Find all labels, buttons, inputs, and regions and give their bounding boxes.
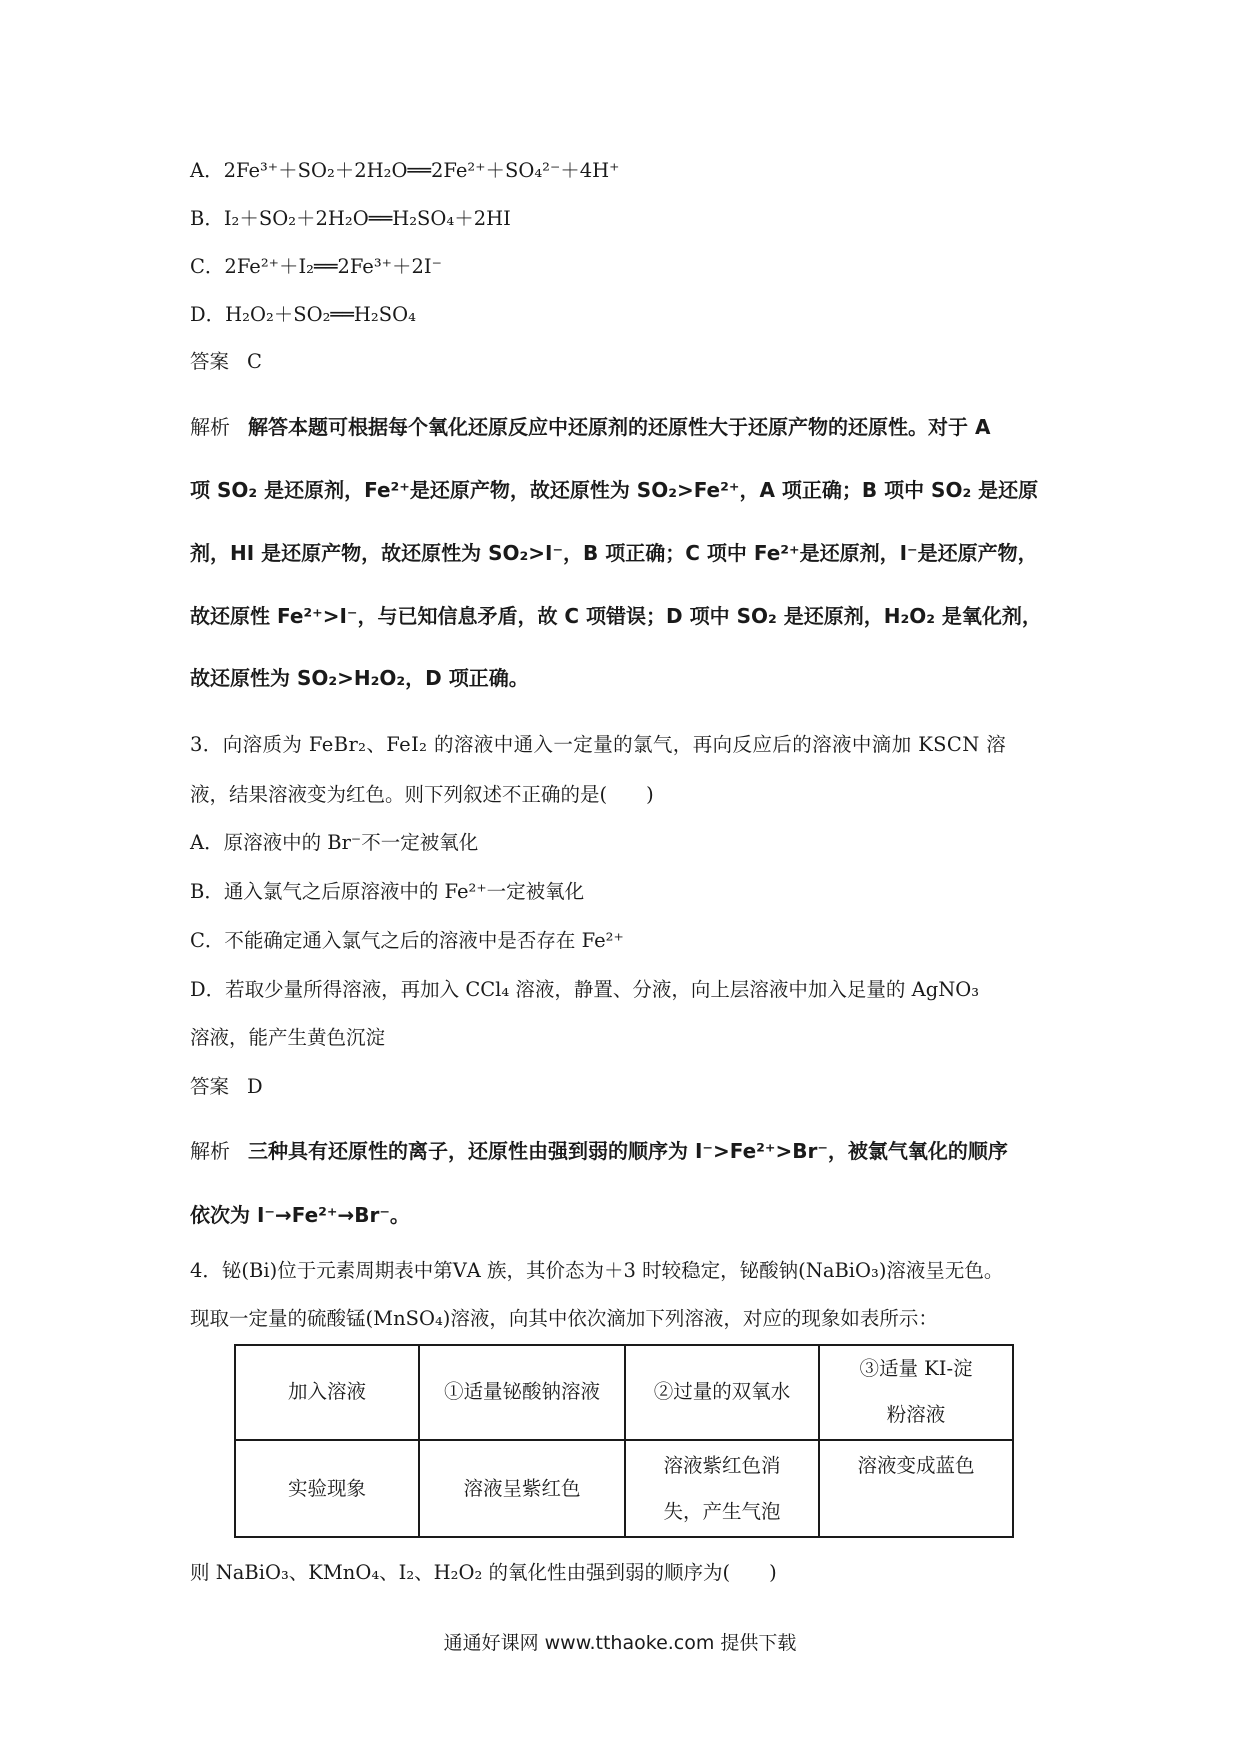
table-cell: ③适量 KI-淀粉溶液 — [819, 1345, 1013, 1440]
table-cell: ①适量铋酸钠溶液 — [419, 1345, 625, 1440]
q2-analysis-line-3: 剂，HI 是还原产物，故还原性为 SO₂>I⁻，B 项正确；C 项中 Fe²⁺是还原剂，I⁻是还原产物， — [190, 541, 1038, 565]
table-cell: 溶液紫红色消失，产生气泡 — [625, 1440, 819, 1537]
q3-analysis-line-2: 依次为 I⁻→Fe²⁺→Br⁻。 — [190, 1203, 410, 1227]
q2-analysis-line-2: 项 SO₂ 是还原剂，Fe²⁺是还原产物，故还原性为 SO₂>Fe²⁺，A 项正确；B 项中 SO₂ 是还原 — [190, 478, 1039, 502]
answer-value: D — [247, 1075, 263, 1098]
q2-analysis-line-5: 故还原性为 SO₂>H₂O₂，D 项正确。 — [190, 666, 529, 690]
answer-label: 答案 — [190, 1075, 230, 1098]
table-cell: 加入溶液 — [235, 1345, 419, 1440]
answer-label: 答案 — [190, 350, 230, 373]
q2-option-c: C．2Fe²⁺＋I₂══2Fe³⁺＋2I⁻ — [190, 255, 442, 278]
answer-value: C — [247, 350, 262, 373]
table-cell: 溶液变成蓝色 — [819, 1440, 1013, 1537]
table-cell: 溶液呈紫红色 — [419, 1440, 625, 1537]
q4-question: 则 NaBiO₃、KMnO₄、I₂、H₂O₂ 的氧化性由强到弱的顺序为( ) — [190, 1561, 777, 1584]
q2-option-a: A．2Fe³⁺＋SO₂＋2H₂O══2Fe²⁺＋SO₄²⁻＋4H⁺ — [190, 159, 620, 182]
q3-option-a: A．原溶液中的 Br⁻不一定被氧化 — [190, 831, 479, 854]
q2-analysis-line-4: 故还原性 Fe²⁺>I⁻，与已知信息矛盾，故 C 项错误；D 项中 SO₂ 是还原剂，H₂O₂ 是氧化剂， — [190, 604, 1042, 628]
q4-stem-line-2: 现取一定量的硫酸锰(MnSO₄)溶液，向其中依次滴加下列溶液，对应的现象如表所示： — [190, 1307, 938, 1330]
q2-option-d: D．H₂O₂＋SO₂══H₂SO₄ — [190, 303, 416, 326]
table-row — [235, 1345, 1013, 1440]
q2-option-b: B．I₂＋SO₂＋2H₂O══H₂SO₄＋2HI — [190, 207, 511, 230]
q3-option-d: D．若取少量所得溶液，再加入 CCl₄ 溶液，静置、分液，向上层溶液中加入足量的 AgNO₃ — [190, 978, 980, 1001]
q4-stem-line-1: 4．铋(Bi)位于元素周期表中第ⅤA 族，其价态为＋3 时较稳定，铋酸钠(NaBiO₃)溶液呈无色。 — [190, 1259, 1004, 1282]
q3-answer — [190, 1074, 1060, 1100]
page-footer: 通通好课网 www.tthaoke.com 提供下载 — [443, 1632, 797, 1654]
analysis-label: 解析 — [190, 1139, 230, 1163]
analysis-label: 解析 — [190, 415, 230, 439]
q2-analysis-line-1: 解析 解答本题可根据每个氧化还原反应中还原剂的还原性大于还原产物的还原性。对于 A — [190, 415, 991, 439]
q3-option-c: C．不能确定通入氯气之后的溶液中是否存在 Fe²⁺ — [190, 929, 624, 952]
table-row — [235, 1440, 1013, 1537]
table-cell: 实验现象 — [235, 1440, 419, 1537]
q3-option-b: B．通入氯气之后原溶液中的 Fe²⁺一定被氧化 — [190, 880, 585, 903]
table-cell: ②过量的双氧水 — [625, 1345, 819, 1440]
q3-analysis-line-1: 解析 三种具有还原性的离子，还原性由强到弱的顺序为 I⁻>Fe²⁺>Br⁻，被氯气氧化的顺序 — [190, 1139, 1008, 1163]
q2-answer — [190, 349, 1060, 375]
q3-stem-line-1: 3．向溶质为 FeBr₂、FeI₂ 的溶液中通入一定量的氯气，再向反应后的溶液中滴加 KSCN 溶 — [190, 733, 1007, 756]
q3-stem-line-2: 液，结果溶液变为红色。则下列叙述不正确的是( ) — [190, 783, 654, 806]
q3-option-d-cont: 溶液，能产生黄色沉淀 — [190, 1026, 386, 1049]
observation-table — [234, 1344, 1014, 1538]
